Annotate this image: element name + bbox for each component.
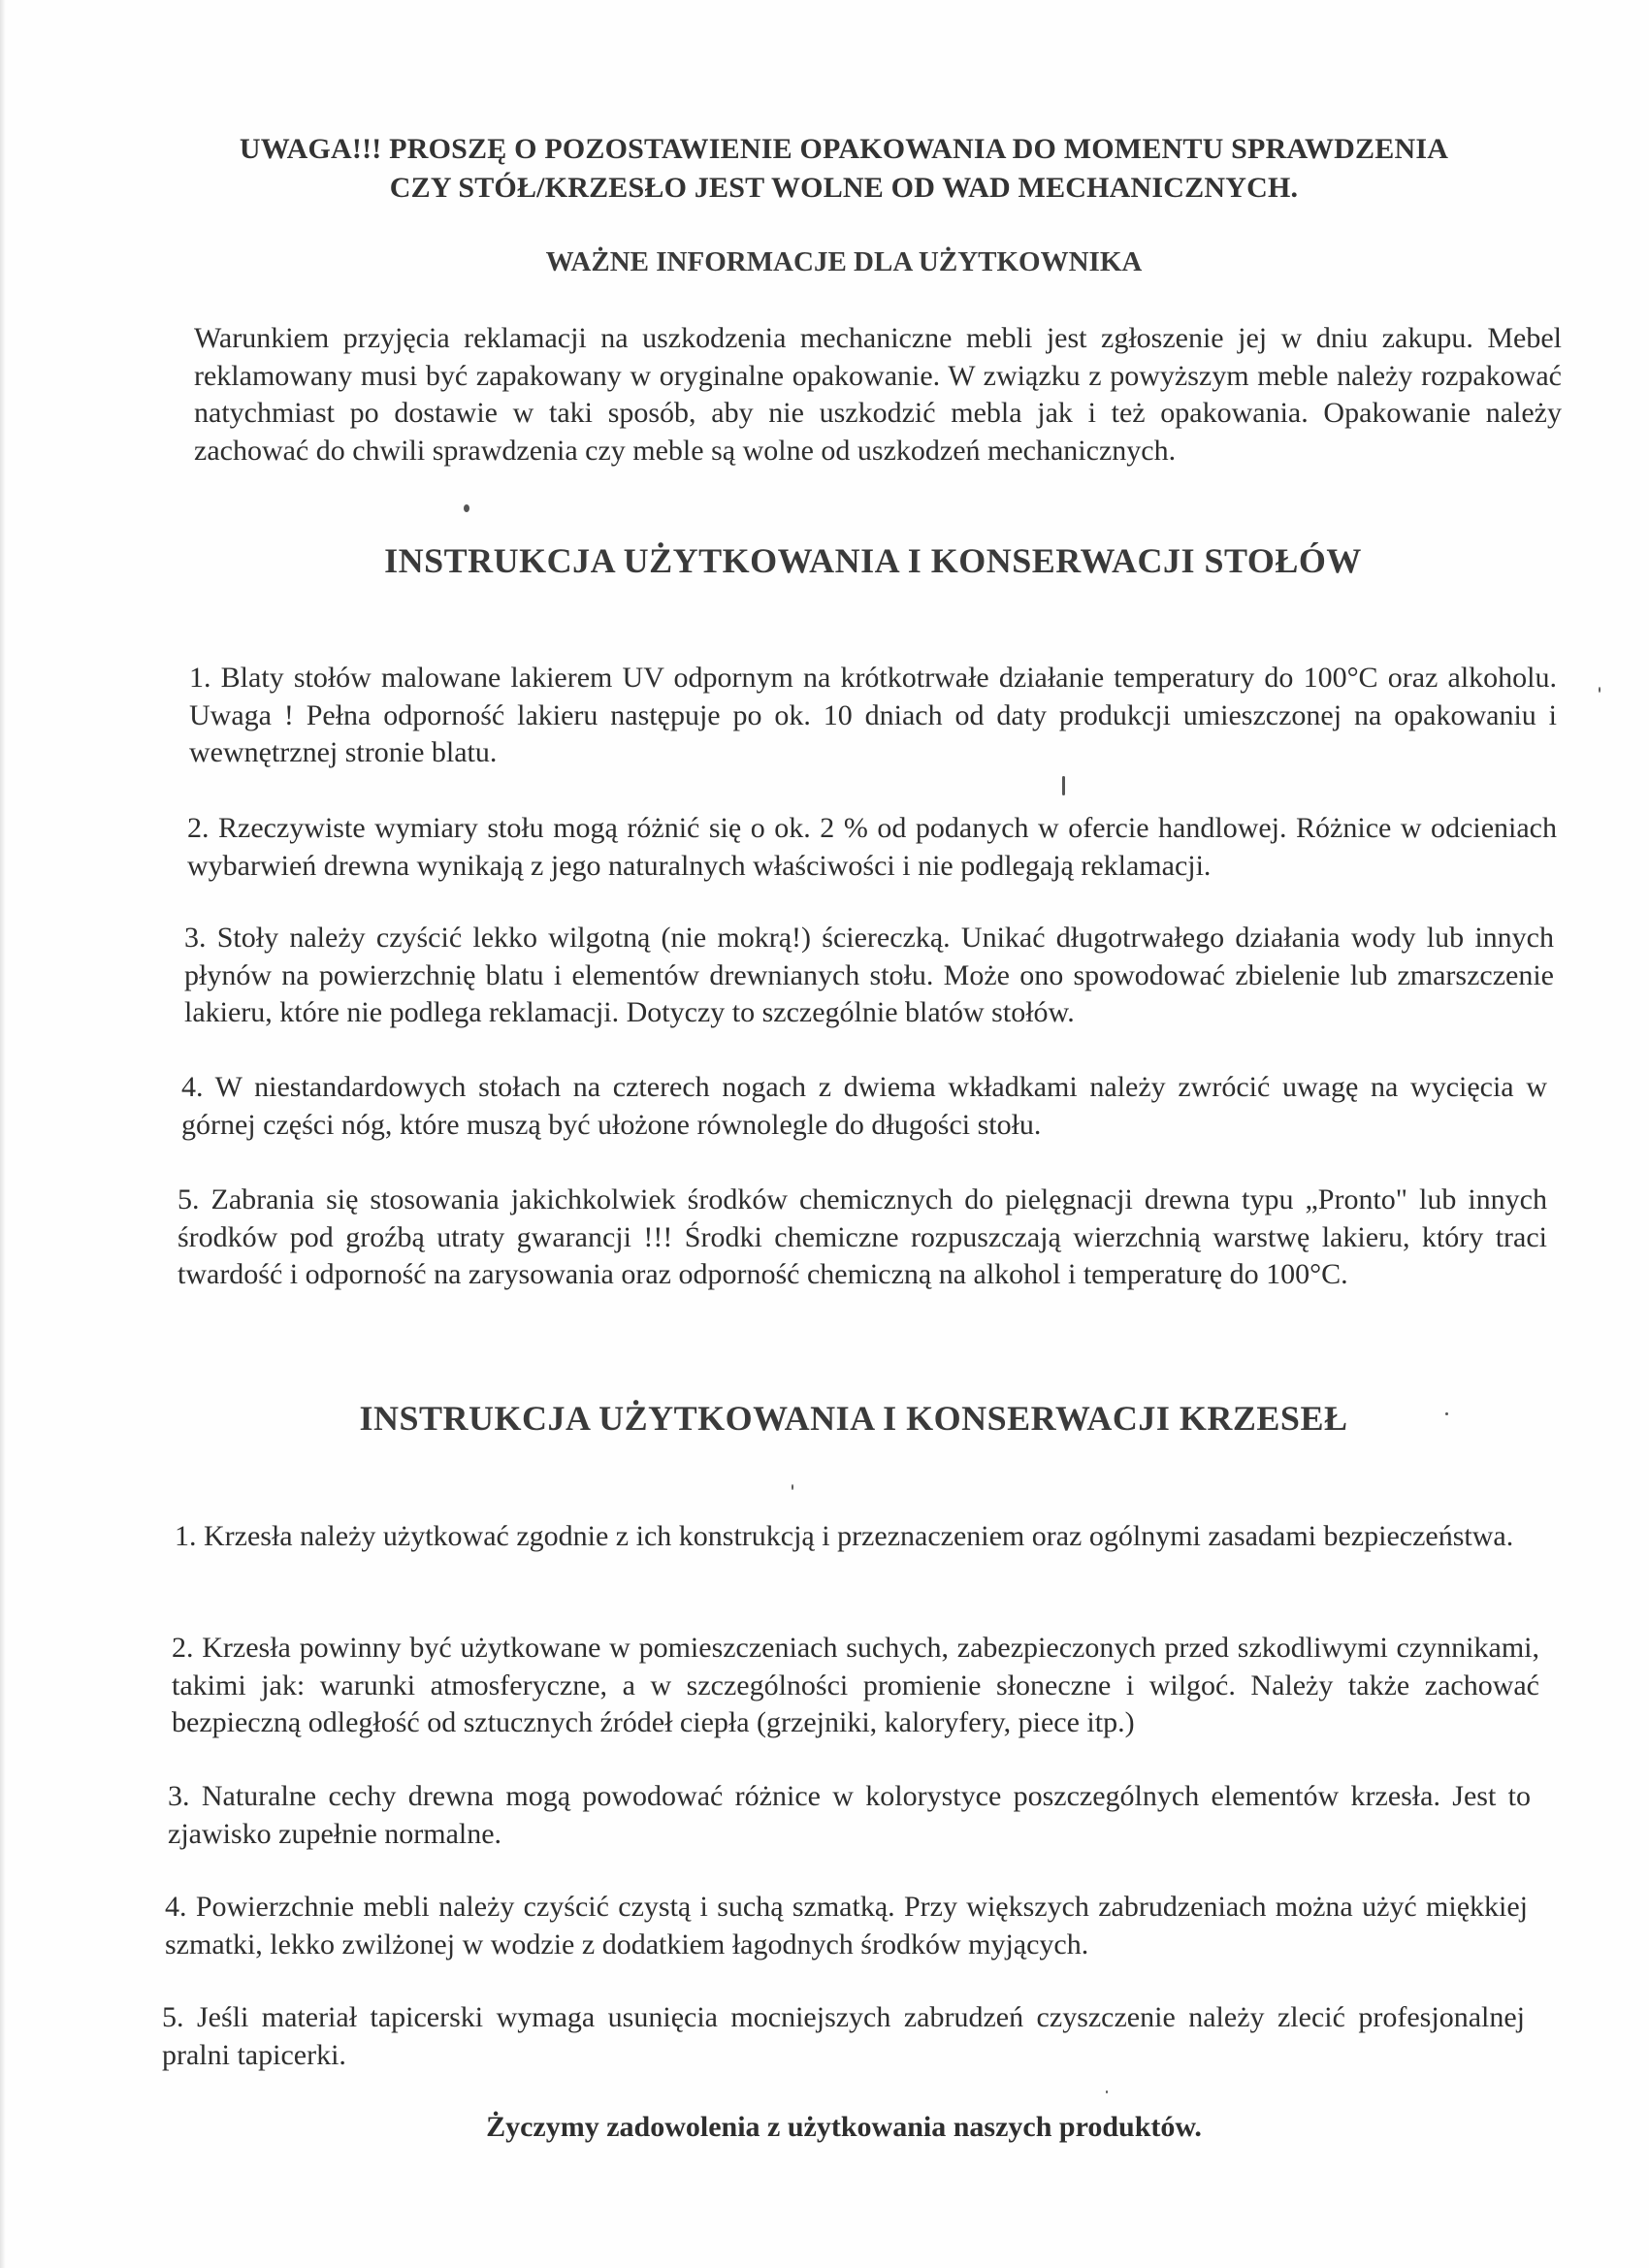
chairs-item-1: 1. Krzesła należy użytkować zgodnie z ich konstrukcją i przeznaczeniem oraz ogólnymi zasadami bezpieczeństwa.: [175, 1520, 1514, 1552]
tables-instructions-heading: INSTRUKCJA UŻYTKOWANIA I KONSERWACJI STOŁÓW: [384, 541, 1362, 580]
closing-statement: Życzymy zadowolenia z użytkowania naszych produktów.: [486, 2111, 1202, 2143]
scan-speck: [1062, 776, 1065, 795]
warning-header: [146, 130, 1542, 208]
chairs-item-5: 5. Jeśli materiał tapicerski wymaga usunięcia mocniejszych zabrudzeń czyszczenie należy zlecić profesjonalnej pralni tapicerki.: [162, 2001, 1525, 2071]
tables-item-4: 4. W niestandardowych stołach na czterech nogach z dwiema wkładkami należy zwrócić uwagę na wycięcia w górnej części nóg, które muszą być ułożone równolegle do długości stołu.: [181, 1071, 1547, 1141]
scan-speck: [792, 1484, 793, 1490]
chairs-item-2: 2. Krzesła powinny być użytkowane w pomieszczeniach suchych, zabezpieczonych przed szkodliwymi czynnikami, takimi jak: warunki atmosferyczne, a w szczególności promienie słoneczne i wilgoć. Należy także zachować bezpieczną odległość od sztucznych źródeł ciepła (grzejniki, kaloryfery, piece itp.): [172, 1632, 1539, 1738]
chairs-item-4: 4. Powierzchnie mebli należy czyścić czystą i suchą szmatką. Przy większych zabrudzeniach można użyć miękkiej szmatki, lekko zwilżonej w wodzie z dodatkiem łagodnych środków myjących.: [165, 1891, 1528, 1960]
tables-item-2: 2. Rzeczywiste wymiary stołu mogą różnić się o ok. 2 % od podanych w ofercie handlowej. Różnice w odcieniach wybarwień drewna wynikają z jego naturalnych właściwości i nie podlegają reklamacji.: [187, 812, 1557, 882]
scan-speck: [1106, 2090, 1108, 2093]
scan-edge-shadow: [0, 0, 6, 2268]
warning-line-2: CZY STÓŁ/KRZESŁO JEST WOLNE OD WAD MECHANICZNYCH.: [389, 172, 1299, 204]
scan-speck: [1445, 1412, 1448, 1415]
chairs-item-3: 3. Naturalne cechy drewna mogą powodować różnice w kolorystyce poszczególnych elementów krzesła. Jest to zjawisko zupełnie normalne.: [168, 1780, 1531, 1850]
warning-line-1: UWAGA!!! PROSZĘ O POZOSTAWIENIE OPAKOWANIA DO MOMENTU SPRAWDZENIA: [239, 133, 1449, 165]
important-info-paragraph: Warunkiem przyjęcia reklamacji na uszkodzenia mechaniczne mebli jest zgłoszenie jej w dniu zakupu. Mebel reklamowany musi być zapakowany w oryginalne opakowanie. W związku z powyższym meble należy rozpakować natychmiast po dostawie w taki sposób, aby nie uszkodzić mebla jak i też opakowania. Opakowanie należy zachować do chwili sprawdzenia czy meble są wolne od uszkodzeń mechanicznych.: [194, 322, 1562, 467]
tables-item-3: 3. Stoły należy czyścić lekko wilgotną (nie mokrą!) ściereczką. Unikać długotrwałego działania wody lub innych płynów na powierzchnię blatu i elementów drewnianych stołu. Może ono spowodować zbielenie lub zmarszczenie lakieru, które nie podlega reklamacji. Dotyczy to szczególnie blatów stołów.: [184, 922, 1554, 1028]
tables-item-1: 1. Blaty stołów malowane lakierem UV odpornym na krótkotrwałe działanie temperatury do 100°C oraz alkoholu. Uwaga ! Pełna odporność lakieru następuje po ok. 10 dniach od daty produkcji umieszczonej na opakowaniu i wewnętrznej stronie blatu.: [189, 662, 1557, 768]
scan-speck: [464, 504, 469, 512]
scan-speck: [1599, 687, 1600, 693]
chairs-instructions-heading: INSTRUKCJA UŻYTKOWANIA I KONSERWACJI KRZESEŁ: [359, 1399, 1348, 1438]
important-info-heading: WAŻNE INFORMACJE DLA UŻYTKOWNIKA: [545, 246, 1143, 277]
tables-item-5: 5. Zabrania się stosowania jakichkolwiek środków chemicznych do pielęgnacji drewna typu „Pronto" lub innych środków pod groźbą utraty gwarancji !!! Środki chemiczne rozpuszczają wierzchnią warstwę lakieru, który traci twardość i odporność na zarysowania oraz odporność chemiczną na alkohol i temperaturę do 100°C.: [178, 1183, 1547, 1290]
